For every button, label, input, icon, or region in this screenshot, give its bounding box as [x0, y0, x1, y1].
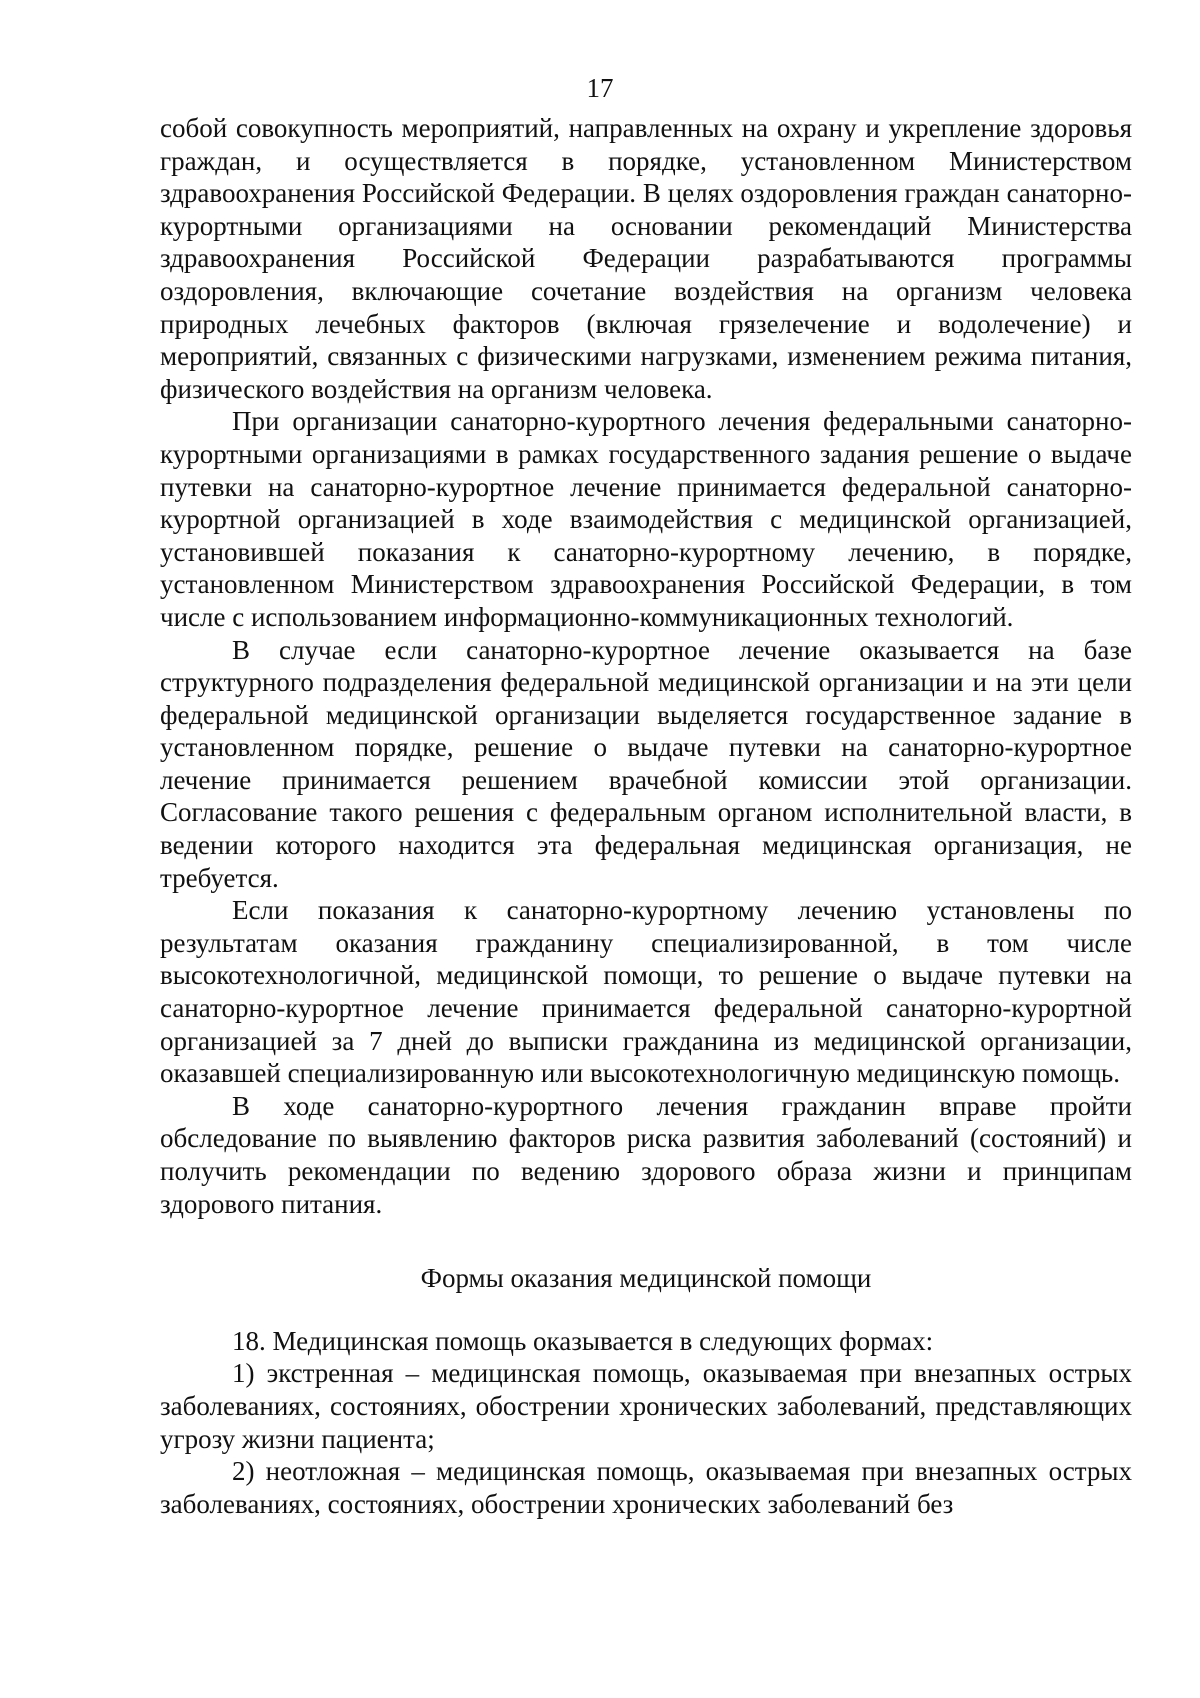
page-number: 17	[586, 73, 614, 103]
section-heading: Формы оказания медицинской помощи	[420, 1263, 872, 1294]
paragraph-item-18: 18. Медицинская помощь оказывается в следующих формах:	[232, 1325, 934, 1356]
paragraph-specialized-care: Если показания к санаторно-курортному лечению установлены по результатам оказания гражданину специализированной, в том числе высокотехнологичной, медицинской помощи, то решение о выдаче путевки на санаторно-курортное лечение принимается федеральной санаторно-курортной организацией за 7 дней до выписки гражданина из медицинской организации, оказавшей специализированную или высокотехнологичную медицинскую помощь.	[160, 895, 1132, 1089]
paragraph-urgent-form: 2) неотложная – медицинская помощь, оказываемая при внезапных острых заболеваниях, состояниях, обострении хронических заболеваний без	[160, 1456, 1132, 1519]
paragraph-referral-federal: При организации санаторно-курортного лечения федеральными санаторно-курортными организациями в рамках государственного задания решение о выдаче путевки на санаторно-курортное лечение принимается федеральной санаторно-курортной организацией в ходе взаимодействия с медицинской организацией, установившей показания к санаторно-курортному лечению, в порядке, установленном Министерством здравоохранения Российской Федерации, в том числе с использованием информационно-коммуникационных технологий.	[160, 406, 1132, 632]
paragraph-structural-unit: В случае если санаторно-курортное лечение оказывается на базе структурного подразделения федеральной медицинской организации и на эти цели федеральной медицинской организации выделяется государственное задание в установленном порядке, решение о выдаче путевки на санаторно-курортное лечение принимается решением врачебной комиссии этой организации. Согласование такого решения с федеральным органом исполнительной власти, в ведении которого находится эта федеральная медицинская организация, не требуется.	[160, 634, 1132, 893]
paragraph-continuation: собой совокупность мероприятий, направленных на охрану и укрепление здоровья граждан, и осуществляется в порядке, установленном Министерством здравоохранения Российской Федерации. В целях оздоровления граждан санаторно-курортными организациями на основании рекомендаций Министерства здравоохранения Российской Федерации разрабатываются программы оздоровления, включающие сочетание воздействия на организм человека природных лечебных факторов (включая грязелечение и водолечение) и мероприятий, связанных с физическими нагрузками, изменением режима питания, физического воздействия на организм человека.	[160, 113, 1132, 404]
paragraph-risk-screening: В ходе санаторно-курортного лечения гражданин вправе пройти обследование по выявлению факторов риска развития заболеваний (состояний) и получить рекомендации по ведению здорового образа жизни и принципам здорового питания.	[160, 1090, 1132, 1219]
document-body	[160, 112, 1132, 1520]
paragraph-emergency-form: 1) экстренная – медицинская помощь, оказываемая при внезапных острых заболеваниях, состояниях, обострении хронических заболеваний, представляющих угрозу жизни пациента;	[160, 1358, 1132, 1454]
